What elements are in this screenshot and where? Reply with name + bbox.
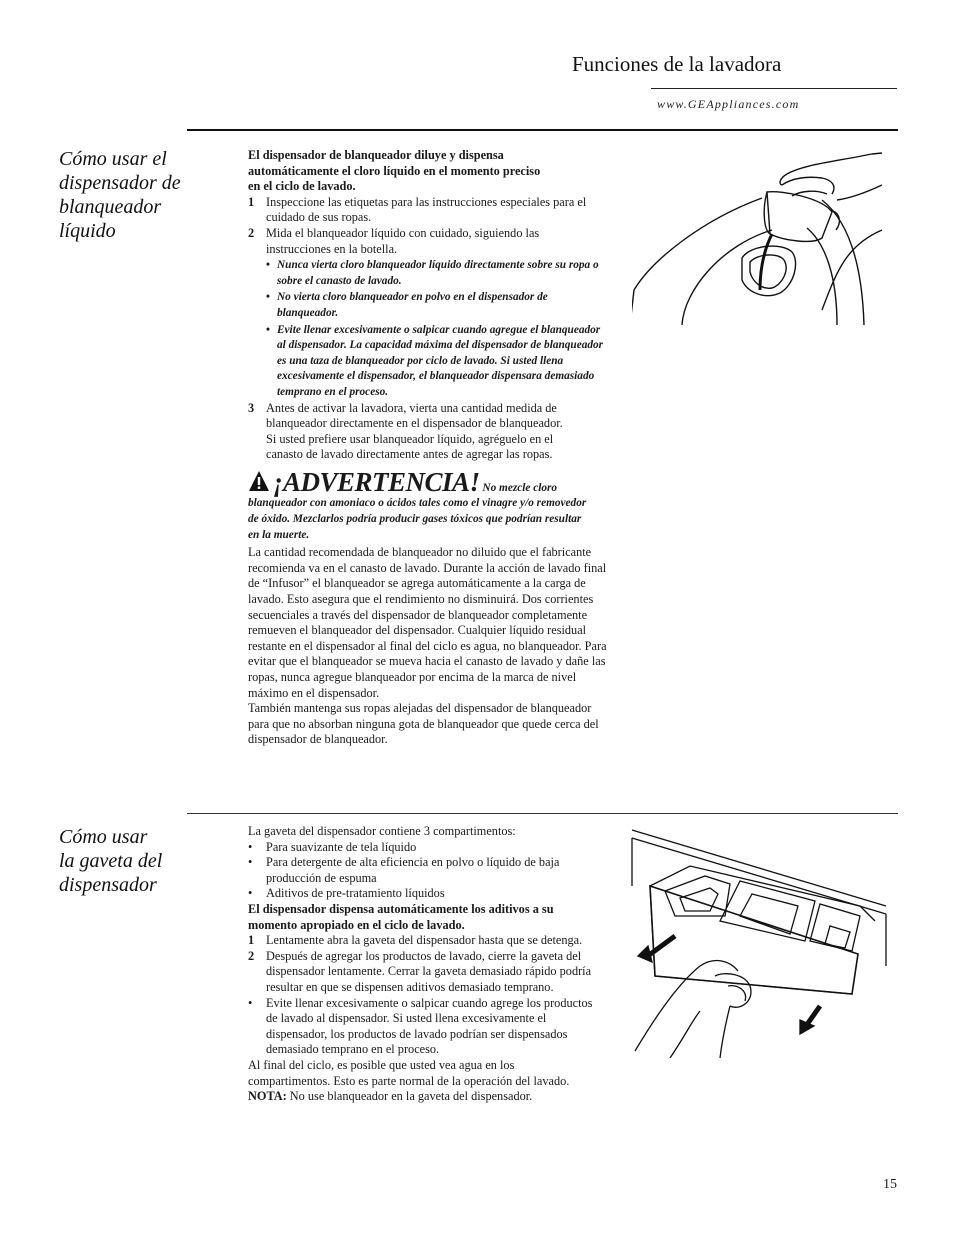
note-text: No use blanqueador en la gaveta del dispensador. — [289, 1089, 533, 1104]
closing-text: Al final del ciclo, es posible que usted vea agua en los compartimentos. Esto es parte normal de la operación del lavado. — [248, 1057, 570, 1088]
bullet-item — [248, 886, 610, 902]
pouring-bleach-illustration — [632, 150, 882, 325]
website-url[interactable]: www.GEAppliances.com — [657, 97, 800, 111]
step-item — [248, 195, 588, 226]
step-item — [248, 949, 603, 996]
note-label: NOTA: — [248, 1089, 287, 1104]
bullet-item — [248, 323, 610, 401]
section-title-line: dispensador de — [59, 172, 181, 194]
warning-text: No mezcle cloro blanqueador con amoniaco o ácidos tales como el vinagre y/o removedor de óxido. Mezclarlos podría producir gases tóxicos que podrían resultar en la muerte. — [248, 481, 587, 541]
step-text: Mida el blanqueador líquido con cuidado, siguiendo las instrucciones en la botella. — [266, 225, 540, 256]
bullet-dot: • — [266, 291, 270, 304]
bullet-dot: • — [248, 886, 253, 901]
page-number: 15 — [883, 1177, 897, 1192]
warning-title: ¡ADVERTENCIA! — [273, 466, 480, 497]
step-text: Inspeccione las etiquetas para las instrucciones especiales para el cuidado de sus ropas. — [266, 194, 587, 225]
dispenser-drawer-illustration — [630, 826, 888, 1058]
step-item — [248, 401, 573, 463]
section-title-line: la gaveta del — [59, 850, 163, 872]
bullet-dot: • — [266, 259, 270, 272]
step-item — [248, 933, 588, 949]
bullet-dot: • — [248, 855, 253, 870]
section-title-line: Cómo usar el — [59, 148, 167, 170]
step-number: 2 — [248, 948, 255, 963]
bullet-item — [248, 855, 603, 886]
step-number: 3 — [248, 400, 255, 415]
bullet-text: Evite llenar excesivamente o salpicar cuando agrege los productos de lavado al dispensador. Si usted llena excesivamente el dispensador, los productos de lavado podrían ser dispensados demasiado temprano en el proceso. — [266, 995, 593, 1057]
step-text: Lentamente abra la gaveta del dispensador hasta que se detenga. — [266, 933, 583, 948]
intro-text: La gaveta del dispensador contiene 3 compartimentos: — [248, 824, 516, 838]
bullet-text: Aditivos de pre-tratamiento líquidos — [266, 886, 445, 901]
dispenser-drawer-content — [248, 824, 610, 1105]
intro-text: El dispensador de blanqueador diluye y dispensa automáticamente el cloro líquido en el momento preciso en el ciclo de lavado. — [248, 148, 541, 194]
bullet-text: Evite llenar excesivamente o salpicar cuando agregue el blanqueador al dispensador. La capacidad máxima del dispensador de blanqueador es una taza de blanqueador por ciclo de lavado. Si usted llena excesivamente el dispensador, el blanqueador dispensara demasiado temprano en el proceso. — [277, 323, 604, 398]
warning-triangle-icon — [248, 470, 270, 492]
section-divider — [187, 813, 898, 814]
bleach-dispenser-content — [248, 148, 610, 748]
step-text: Antes de activar la lavadora, vierta una cantidad medida de blanqueador directamente en el dispensador de blanqueador. Si usted prefiere usar blanqueador líquido, agréguelo en el canasto de lavado directamente antes de agregar las ropas. — [266, 400, 563, 462]
bullet-text: No vierta cloro blanqueador en polvo en el dispensador de blanqueador. — [277, 291, 548, 319]
step-item — [248, 226, 588, 257]
bullet-text: Para suavizante de tela líquido — [266, 839, 417, 854]
step-text: Después de agregar los productos de lavado, cierre la gaveta del dispensador lentamente. Cerrar la gaveta demasiado rápido podría resultar en que se dispensen aditivos demasiado temprano. — [266, 948, 592, 994]
header-rule — [651, 88, 897, 89]
step-number: 2 — [248, 225, 255, 240]
bullet-dot: • — [266, 323, 270, 336]
bold-statement: El dispensador dispensa automáticamente los aditivos a su momento apropiado en el ciclo de lavado. — [248, 901, 554, 932]
bullet-item — [248, 290, 610, 321]
section-title-dispenser-drawer — [59, 825, 209, 897]
bleach-paragraph: La cantidad recomendada de blanqueador no diluido que el fabricante recomienda va en el canasto de lavado. Durante la acción de lavado final de “Infusor” el blanqueador se agrega automáticamente a la carga de lavado. Esto asegura que el rendimiento no disminuirá. Dos corrientes secuenciales a través del dispensador de blanqueador completamente remueven el blanqueador del dispensador. Cualquier líquido residual restante en el dispensador al final del ciclo es agua, no blanqueador. Para evitar que el blanqueador se mueva hacia el canasto de lavado y dañe las ropas, nunca agregue blanqueador por encima de la marca de nivel máximo en el dispensador. — [248, 545, 607, 700]
section-title-line: Cómo usar — [59, 826, 148, 848]
step-number: 1 — [248, 194, 255, 209]
section-title-line: dispensador — [59, 874, 157, 896]
bullet-text: Nunca vierta cloro blanqueador líquido directamente sobre su ropa o sobre el canasto de lavado. — [277, 259, 599, 287]
warning-block — [248, 466, 588, 543]
note — [248, 1089, 610, 1105]
section-title-line: blanqueador — [59, 196, 162, 218]
step-number: 1 — [248, 933, 255, 948]
bullet-dot: • — [248, 839, 253, 854]
bullet-item — [248, 258, 610, 289]
page-header-title: Funciones de la lavadora — [572, 52, 782, 76]
bleach-paragraph-2: También mantenga sus ropas alejadas del dispensador de blanqueador para que no absorban ninguna gota de blanqueador que quede cerca del dispensador de blanqueador. — [248, 701, 599, 747]
bullet-item — [248, 840, 610, 856]
section-divider — [187, 129, 898, 131]
section-title-bleach-dispenser — [59, 147, 209, 243]
bullet-text: Para detergente de alta eficiencia en polvo o líquido de baja producción de espuma — [266, 855, 560, 885]
bullet-dot: • — [248, 995, 253, 1010]
section-title-line: líquido — [59, 220, 116, 242]
bullet-item — [248, 996, 606, 1058]
